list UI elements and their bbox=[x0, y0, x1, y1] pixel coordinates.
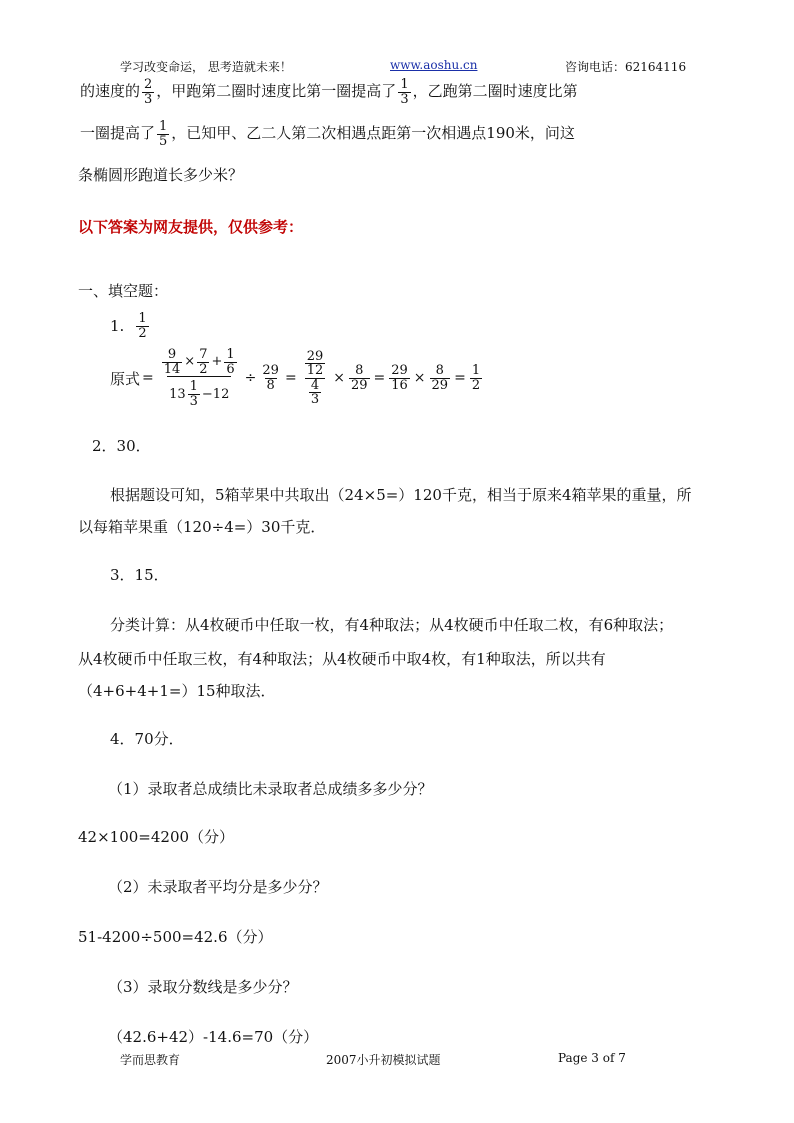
q4-step-3: （3）录取分数线是多少分？ bbox=[108, 978, 298, 996]
q3-line-2: 从4枚硬币中任取三枚，有4种取法；从4枚硬币中取4枚，有1种取法，所以共有 bbox=[78, 650, 606, 668]
q1-label: 1. bbox=[110, 317, 125, 336]
answer-note: 以下答案为网友提供，仅供参考： bbox=[78, 218, 304, 236]
footer-page: Page 3 of 7 bbox=[558, 1051, 626, 1065]
header-website-link[interactable]: www.aoshu.cn bbox=[390, 58, 478, 72]
q4-calc-2: 51-4200÷500=42.6（分） bbox=[78, 928, 273, 946]
fraction-one-third: $\frac{1}{3}$ bbox=[400, 77, 409, 107]
header-slogan: 学习改变命运， 思考造就未来！ bbox=[120, 60, 292, 74]
q1-stacked-fraction: $\frac{\frac{29}{12}}{\frac{4}{3}}$ bbox=[306, 348, 324, 408]
q2-line-2: 以每箱苹果重（120÷4=）30千克． bbox=[78, 518, 326, 536]
q4-step-2: （2）未录取者平均分是多少分？ bbox=[108, 878, 328, 896]
footer-org: 学而思教育 bbox=[120, 1053, 181, 1067]
problem-text: 一圈提高了 bbox=[80, 124, 156, 143]
q4-step-1: （1）录取者总成绩比未录取者总成绩多多少分？ bbox=[108, 780, 433, 798]
section-title: 一、填空题： bbox=[78, 282, 169, 300]
q1-yuanshi: 原式 bbox=[110, 369, 141, 388]
q1-equation: 原式 = $\frac{9}{14}$ × $\frac{7}{2}$ + $\frac{1}{6}$ 13 $\frac{1}{3}$ −12 ÷ $\frac{29}{8}$ = $\frac{\frac{29}{12}}{\frac{4}{3}}$ × $\frac{8}{29}$ = $\frac{29}{16}$ × $\frac{8}{29}$ = $\frac{1}{2}$ bbox=[110, 347, 481, 409]
problem-line-1 bbox=[80, 78, 578, 106]
q3-line-1: 分类计算：从4枚硬币中任取一枚，有4种取法；从4枚硬币中任取二枚，有6种取法； bbox=[110, 616, 674, 634]
q3-label: 3．15． bbox=[110, 566, 169, 584]
q1-answer bbox=[110, 312, 151, 340]
q2-line-1: 根据题设可知，5箱苹果中共取出（24×5=）120千克，相当于原来4箱苹果的重量，所 bbox=[110, 486, 692, 504]
q3-line-3: （4+6+4+1=）15种取法． bbox=[78, 682, 276, 700]
problem-text: ，乙跑第二圈时速度比第 bbox=[412, 82, 578, 101]
problem-text: ，已知甲、乙二人第二次相遇点距第一次相遇点190米，问这 bbox=[171, 124, 575, 143]
q4-calc-1: 42×100=4200（分） bbox=[78, 828, 235, 846]
problem-line-3: 条椭圆形跑道长多少米？ bbox=[78, 166, 244, 184]
problem-text: 的速度的 bbox=[80, 82, 141, 101]
fraction-one-fifth: $\frac{1}{5}$ bbox=[159, 119, 168, 149]
problem-line-2 bbox=[80, 120, 575, 148]
q1-answer-fraction: $\frac{1}{2}$ bbox=[138, 311, 147, 341]
q1-complex-fraction: $\frac{9}{14}$ × $\frac{7}{2}$ + $\frac{1}{6}$ 13 $\frac{1}{3}$ −12 bbox=[163, 347, 235, 409]
q4-label: 4．70分． bbox=[110, 730, 184, 748]
q4-calc-3: （42.6+42）-14.6=70（分） bbox=[108, 1028, 319, 1046]
q2-label: 2．30． bbox=[92, 437, 151, 455]
header-phone: 咨询电话：62164116 bbox=[565, 60, 687, 74]
footer-title: 2007小升初模拟试题 bbox=[326, 1053, 441, 1067]
problem-text: ，甲跑第二圈时速度比第一圈提高了 bbox=[156, 82, 397, 101]
fraction-two-thirds: $\frac{2}{3}$ bbox=[144, 77, 153, 107]
